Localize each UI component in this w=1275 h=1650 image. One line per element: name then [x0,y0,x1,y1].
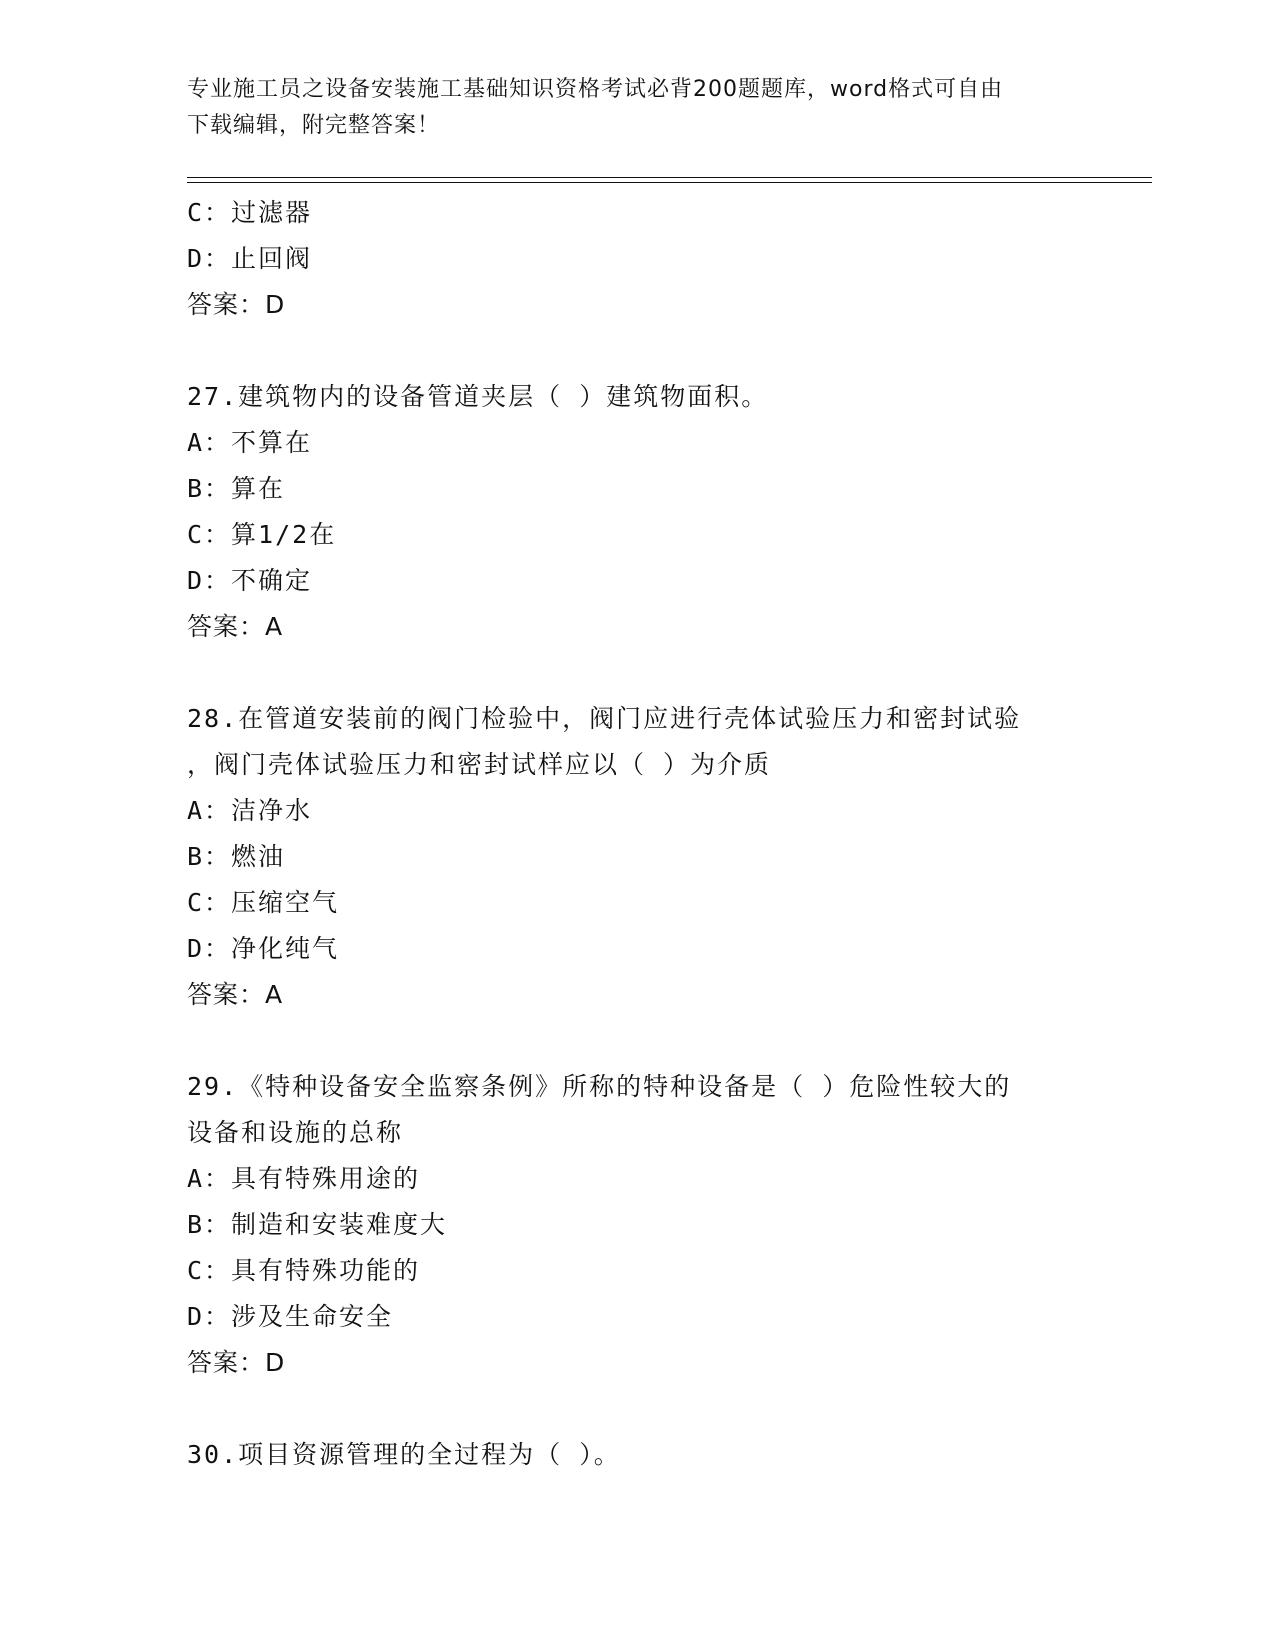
option-c: C：算1/2在 [187,520,337,549]
question-27 [187,374,1107,650]
header-line-2: 下载编辑，附完整答案！ [187,113,441,138]
option-c: C：压缩空气 [187,888,340,917]
answer: 答案：D [187,290,286,319]
question-stem: 30.项目资源管理的全过程为（ ）。 [187,1440,621,1469]
option-b: B：燃油 [187,842,286,871]
header-line-1: 专业施工员之设备安装施工基础知识资格考试必背200题题库，word格式可自由 [187,77,1004,102]
option-d: D：净化纯气 [187,934,340,963]
option-c: C：过滤器 [187,198,313,227]
question-26 [187,190,1107,328]
option-d: D：涉及生命安全 [187,1302,394,1331]
question-list [187,190,1107,1478]
question-30 [187,1432,1107,1478]
spacer [187,650,1107,696]
option-d: D：止回阀 [187,244,313,273]
option-a: A：不算在 [187,428,313,457]
header-divider-top [187,177,1152,178]
option-a: A：洁净水 [187,796,313,825]
spacer [187,328,1107,374]
answer: 答案：A [187,980,284,1009]
document-header [187,72,1087,144]
spacer [187,1018,1107,1064]
question-29 [187,1064,1107,1386]
question-stem-line-2: 设备和设施的总称 [187,1118,404,1147]
option-c: C：具有特殊功能的 [187,1256,421,1285]
question-stem-line-2: ，阀门壳体试验压力和密封试样应以（ ）为介质 [187,750,772,779]
answer: 答案：A [187,612,284,641]
spacer [187,1386,1107,1432]
option-a: A：具有特殊用途的 [187,1164,421,1193]
question-stem-line-1: 28.在管道安装前的阀门检验中，阀门应进行壳体试验压力和密封试验 [187,704,1022,733]
question-stem: 27.建筑物内的设备管道夹层（ ）建筑物面积。 [187,382,769,411]
option-b: B：制造和安装难度大 [187,1210,448,1239]
question-28 [187,696,1107,1018]
answer: 答案：D [187,1348,286,1377]
option-b: B：算在 [187,474,286,503]
option-d: D：不确定 [187,566,313,595]
question-stem-line-1: 29.《特种设备安全监察条例》所称的特种设备是（ ）危险性较大的 [187,1072,1012,1101]
header-divider-bottom [187,182,1152,183]
